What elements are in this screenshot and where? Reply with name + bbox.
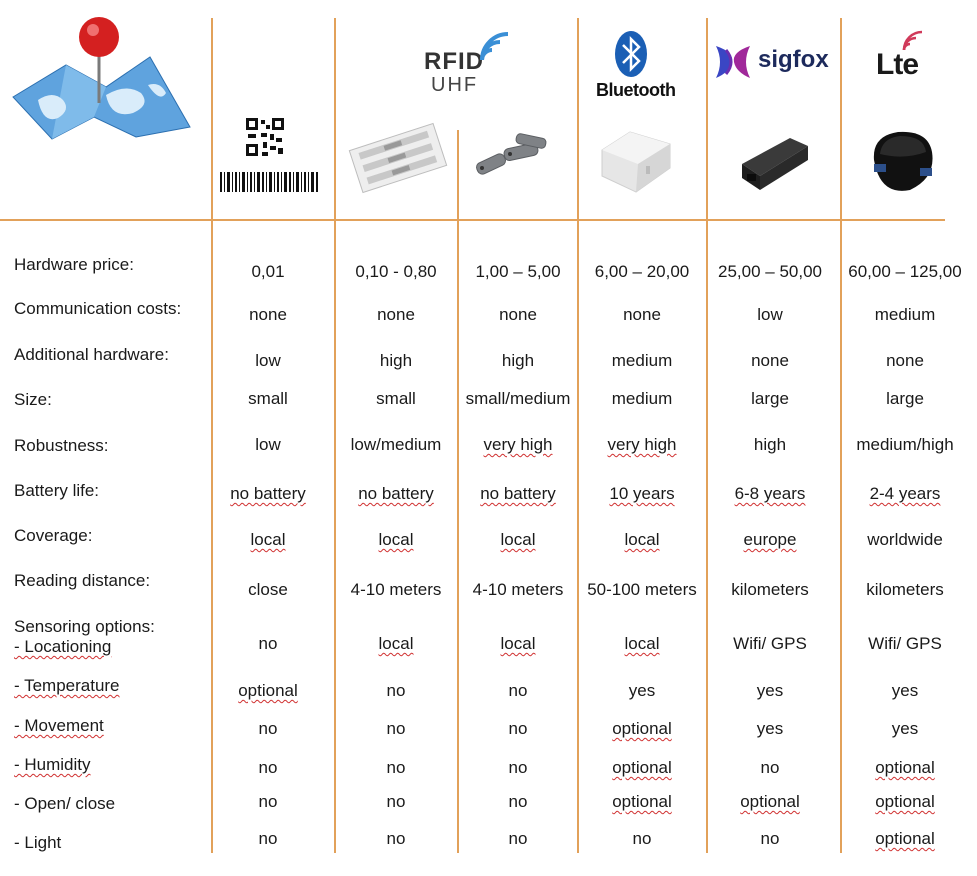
table-cell: 0,01 [251, 262, 285, 281]
table-cell: 2-4 years [869, 484, 941, 503]
table-cell: yes [628, 681, 656, 700]
column-divider [211, 18, 213, 853]
qr-barcode-icon [218, 116, 323, 198]
table-cell: yes [891, 681, 919, 700]
row-label-locationing: - Locationing [14, 637, 112, 656]
table-cell: 50-100 meters [587, 580, 697, 599]
table-cell: no battery [480, 484, 556, 503]
table-cell: 4-10 meters [472, 580, 564, 599]
lte-logo-text: Lte [876, 48, 918, 81]
table-cell: optional [740, 792, 800, 811]
table-cell: low/medium [350, 435, 442, 454]
row-label-open-close: - Open/ close [14, 794, 116, 813]
sigfox-logo-icon [712, 42, 754, 82]
rfid-logo-text: RFID [424, 48, 484, 75]
row-label-hardware-price: Hardware price: [14, 255, 134, 274]
table-cell: no [386, 719, 406, 738]
table-cell: no [258, 634, 278, 653]
table-cell: 6-8 years [734, 484, 806, 503]
table-cell: Wifi/ GPS [868, 634, 942, 653]
table-cell: high [501, 351, 535, 370]
table-cell: no [386, 792, 406, 811]
row-label-reading-distance: Reading distance: [14, 571, 151, 590]
sigfox-logo-text: sigfox [758, 46, 829, 73]
header-divider [0, 219, 945, 221]
lte-signal-icon [900, 30, 924, 52]
column-divider [840, 18, 842, 853]
table-cell: no [386, 681, 406, 700]
table-cell: no [760, 829, 780, 848]
row-label-light: - Light [14, 833, 62, 852]
table-cell: large [886, 389, 924, 408]
bluetooth-beacon-icon [596, 122, 676, 196]
table-cell: very high [607, 435, 677, 454]
table-cell: no [508, 829, 528, 848]
bluetooth-logo-icon [614, 30, 648, 78]
table-cell: no [760, 758, 780, 777]
table-cell: kilometers [731, 580, 809, 599]
bluetooth-logo-text: Bluetooth [596, 80, 676, 100]
table-cell: none [377, 305, 415, 324]
row-label-humidity: - Humidity [14, 755, 91, 774]
table-cell: 4-10 meters [350, 580, 442, 599]
table-cell: no [508, 758, 528, 777]
rfid-label-strips-icon [348, 128, 448, 188]
table-cell: none [886, 351, 924, 370]
table-cell: optional [875, 829, 935, 848]
table-cell: low [255, 351, 281, 370]
table-cell: local [500, 634, 536, 653]
table-cell: worldwide [867, 530, 943, 549]
table-cell: optional [612, 758, 672, 777]
table-cell: large [751, 389, 789, 408]
table-cell: 60,00 – 125,00 [848, 262, 962, 281]
table-cell: high [753, 435, 787, 454]
table-cell: small [376, 389, 416, 408]
table-cell: local [250, 530, 286, 549]
rfid-hard-tag-icon [470, 130, 562, 190]
row-label-communication-costs: Communication costs: [14, 299, 182, 318]
row-label-robustness: Robustness: [14, 436, 109, 455]
table-cell: no [508, 681, 528, 700]
table-cell: medium/high [856, 435, 954, 454]
table-cell: no battery [230, 484, 306, 503]
sigfox-tracker-icon [738, 134, 812, 194]
table-cell: local [624, 530, 660, 549]
row-label-size: Size: [14, 390, 52, 409]
table-cell: local [378, 634, 414, 653]
table-cell: yes [756, 681, 784, 700]
column-divider [457, 130, 459, 853]
row-label-battery-life: Battery life: [14, 481, 100, 500]
table-cell: kilometers [866, 580, 944, 599]
table-cell: local [500, 530, 536, 549]
table-cell: none [499, 305, 537, 324]
row-label-movement: - Movement [14, 716, 104, 735]
table-cell: small [248, 389, 288, 408]
table-cell: 25,00 – 50,00 [718, 262, 822, 281]
table-cell: yes [891, 719, 919, 738]
table-cell: none [249, 305, 287, 324]
table-cell: no [386, 758, 406, 777]
column-divider [706, 18, 708, 853]
table-cell: no [386, 829, 406, 848]
row-label-sensoring-options: Sensoring options: [14, 617, 155, 636]
table-cell: medium [611, 351, 673, 370]
table-cell: yes [756, 719, 784, 738]
table-cell: low [757, 305, 783, 324]
table-cell: no battery [358, 484, 434, 503]
table-cell: 6,00 – 20,00 [594, 262, 690, 281]
table-cell: europe [743, 530, 797, 549]
table-cell: no [258, 792, 278, 811]
map-pin-icon [8, 15, 193, 140]
table-cell: no [258, 719, 278, 738]
table-cell: 1,00 – 5,00 [475, 262, 561, 281]
table-cell: small/medium [465, 389, 571, 408]
table-cell: no [258, 758, 278, 777]
table-cell: 0,10 - 0,80 [355, 262, 437, 281]
row-label-temperature: - Temperature [14, 676, 120, 695]
table-cell: none [751, 351, 789, 370]
table-cell: no [508, 719, 528, 738]
column-divider [577, 18, 579, 853]
table-cell: optional [612, 719, 672, 738]
table-cell: 10 years [609, 484, 675, 503]
rfid-uhf-label: UHF [431, 74, 479, 96]
table-cell: no [632, 829, 652, 848]
rfid-waves-icon [478, 24, 514, 64]
table-cell: high [379, 351, 413, 370]
table-cell: optional [875, 792, 935, 811]
row-label-additional-hardware: Additional hardware: [14, 345, 169, 364]
table-cell: none [623, 305, 661, 324]
table-cell: local [378, 530, 414, 549]
lte-tracker-icon [864, 124, 940, 198]
table-cell: medium [611, 389, 673, 408]
table-cell: very high [483, 435, 553, 454]
table-cell: close [248, 580, 288, 599]
table-cell: medium [874, 305, 936, 324]
table-cell: low [255, 435, 281, 454]
table-cell: optional [612, 792, 672, 811]
table-cell: optional [875, 758, 935, 777]
table-cell: no [508, 792, 528, 811]
table-cell: optional [238, 681, 298, 700]
column-divider [334, 18, 336, 853]
table-cell: no [258, 829, 278, 848]
row-label-coverage: Coverage: [14, 526, 93, 545]
table-cell: Wifi/ GPS [733, 634, 807, 653]
table-cell: local [624, 634, 660, 653]
